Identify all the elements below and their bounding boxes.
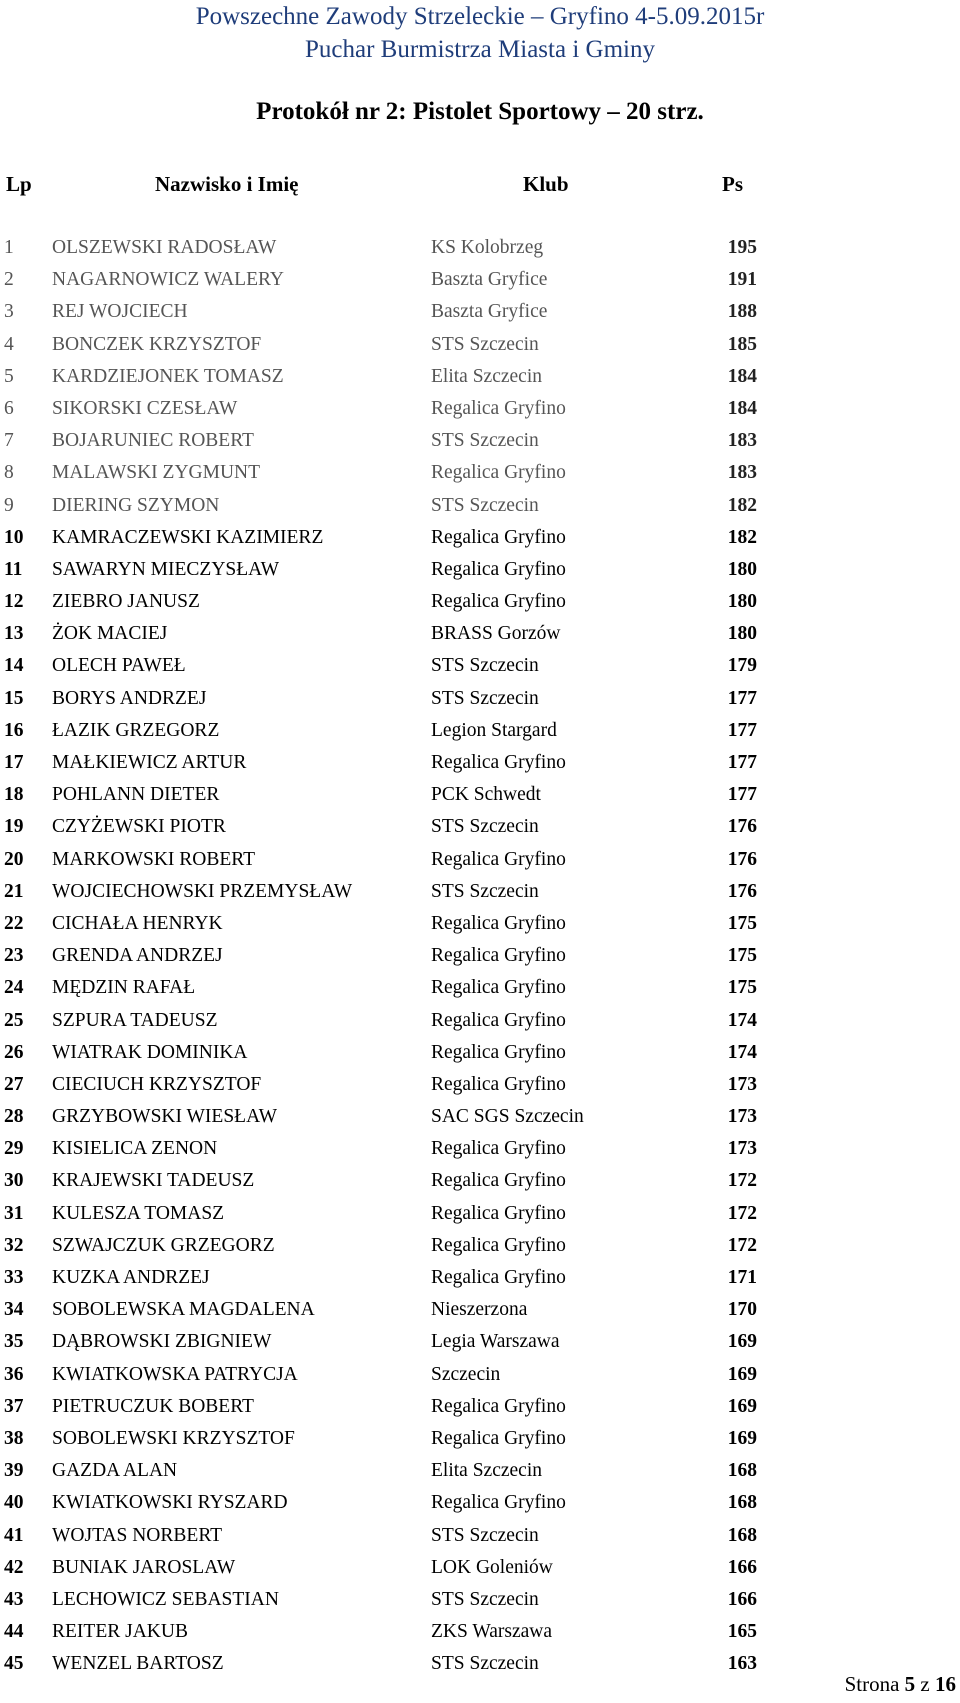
- table-row: [0, 1198, 960, 1230]
- row-club: Regalica Gryfino: [431, 1009, 566, 1031]
- row-name: BUNIAK JAROSLAW: [52, 1556, 236, 1578]
- row-score: 177: [727, 784, 757, 806]
- row-score: 169: [727, 1331, 757, 1353]
- row-lp: 32: [4, 1234, 24, 1256]
- row-name: BONCZEK KRZYSZTOF: [52, 333, 262, 355]
- table-row: [0, 361, 960, 393]
- row-score: 179: [727, 655, 757, 677]
- row-score: 169: [727, 1395, 757, 1417]
- table-row: [0, 1455, 960, 1487]
- column-header-lp: Lp: [6, 172, 32, 196]
- table-row: [0, 1423, 960, 1455]
- row-score: 165: [727, 1621, 757, 1643]
- row-name: ZIEBRO JANUSZ: [52, 591, 200, 613]
- table-row: [0, 972, 960, 1004]
- row-score: 191: [727, 269, 757, 291]
- row-club: Regalica Gryfino: [431, 848, 566, 870]
- row-score: 169: [727, 1363, 757, 1385]
- table-row: [0, 232, 960, 264]
- row-club: Regalica Gryfino: [431, 558, 566, 580]
- table-row: [0, 1037, 960, 1069]
- table-row: [0, 1391, 960, 1423]
- row-name: CIECIUCH KRZYSZTOF: [52, 1073, 262, 1095]
- row-score: 176: [727, 848, 757, 870]
- footer-page-number: 5: [904, 1672, 916, 1696]
- row-lp: 27: [4, 1073, 24, 1095]
- row-name: DIERING SZYMON: [52, 494, 220, 516]
- table-row: [0, 908, 960, 940]
- row-score: 188: [727, 301, 757, 323]
- row-lp: 41: [4, 1524, 24, 1546]
- table-row: [0, 1294, 960, 1326]
- row-lp: 6: [4, 397, 14, 419]
- row-club: STS Szczecin: [431, 1653, 539, 1675]
- row-name: KULESZA TOMASZ: [52, 1202, 225, 1224]
- row-club: Regalica Gryfino: [431, 526, 566, 548]
- row-name: ŻOK MACIEJ: [52, 623, 168, 645]
- table-row: [0, 1520, 960, 1552]
- row-score: 180: [727, 591, 757, 613]
- row-score: 166: [727, 1556, 757, 1578]
- results-table: [0, 232, 960, 1680]
- row-lp: 23: [4, 945, 24, 967]
- table-row: [0, 296, 960, 328]
- row-lp: 16: [4, 719, 24, 741]
- row-score: 168: [727, 1492, 757, 1514]
- row-lp: 12: [4, 591, 24, 613]
- table-row: [0, 425, 960, 457]
- row-club: KS Kolobrzeg: [431, 237, 544, 258]
- row-club: BRASS Gorzów: [431, 623, 561, 645]
- row-club: Regalica Gryfino: [431, 1073, 566, 1095]
- table-row: [0, 264, 960, 296]
- footer-total-pages: 16: [935, 1672, 956, 1696]
- row-lp: 39: [4, 1460, 24, 1482]
- table-row: [0, 586, 960, 618]
- row-club: STS Szczecin: [431, 655, 539, 677]
- table-row: [0, 1584, 960, 1616]
- protocol-heading: Protokół nr 2: Pistolet Sportowy – 20 strz.: [256, 98, 704, 125]
- row-score: 172: [727, 1170, 757, 1192]
- table-row: [0, 1005, 960, 1037]
- row-lp: 38: [4, 1427, 24, 1449]
- row-name: MĘDZIN RAFAŁ: [52, 977, 196, 999]
- row-lp: 13: [4, 623, 24, 645]
- row-name: KISIELICA ZENON: [52, 1138, 218, 1160]
- row-club: STS Szczecin: [431, 687, 539, 709]
- table-row: [0, 811, 960, 843]
- row-club: Regalica Gryfino: [431, 1202, 566, 1224]
- row-score: 173: [727, 1106, 757, 1128]
- row-name: NAGARNOWICZ WALERY: [52, 269, 285, 291]
- row-score: 184: [727, 397, 757, 419]
- row-name: WOJTAS NORBERT: [52, 1524, 223, 1546]
- row-score: 171: [727, 1267, 757, 1288]
- document-subtitle: Puchar Burmistrza Miasta i Gminy: [305, 36, 655, 63]
- row-name: GAZDA ALAN: [52, 1460, 178, 1482]
- row-name: SOBOLEWSKA MAGDALENA: [52, 1299, 315, 1321]
- row-lp: 45: [4, 1653, 24, 1675]
- table-row: [0, 1552, 960, 1584]
- row-name: REJ WOJCIECH: [52, 301, 188, 323]
- row-name: ŁAZIK GRZEGORZ: [52, 719, 220, 741]
- row-name: KWIATKOWSKA PATRYCJA: [52, 1363, 298, 1385]
- row-name: WENZEL BARTOSZ: [52, 1653, 224, 1675]
- row-name: KRAJEWSKI TADEUSZ: [52, 1170, 255, 1192]
- row-lp: 36: [4, 1363, 24, 1385]
- row-score: 175: [727, 912, 757, 934]
- table-row: [0, 1069, 960, 1101]
- row-name: POHLANN DIETER: [52, 784, 220, 806]
- row-club: Regalica Gryfino: [431, 1170, 566, 1192]
- row-score: 173: [727, 1138, 757, 1160]
- row-club: STS Szczecin: [431, 430, 539, 452]
- row-club: Baszta Gryfice: [431, 269, 548, 291]
- table-row: [0, 940, 960, 972]
- table-row: [0, 1616, 960, 1648]
- row-name: KUZKA ANDRZEJ: [52, 1267, 210, 1288]
- row-club: Regalica Gryfino: [431, 462, 566, 484]
- table-row: [0, 1487, 960, 1519]
- row-lp: 19: [4, 816, 24, 838]
- row-name: SOBOLEWSKI KRZYSZTOF: [52, 1427, 295, 1449]
- table-row: [0, 844, 960, 876]
- row-name: REITER JAKUB: [52, 1621, 188, 1643]
- row-club: STS Szczecin: [431, 494, 539, 516]
- page-footer: [845, 1672, 956, 1697]
- row-lp: 40: [4, 1492, 24, 1514]
- row-club: Regalica Gryfino: [431, 1395, 566, 1417]
- row-lp: 20: [4, 848, 24, 870]
- row-score: 172: [727, 1234, 757, 1256]
- row-score: 184: [727, 365, 757, 387]
- row-score: 169: [727, 1427, 757, 1449]
- row-name: DĄBROWSKI ZBIGNIEW: [52, 1331, 272, 1353]
- row-club: ZKS Warszawa: [431, 1621, 552, 1643]
- footer-of: z: [920, 1672, 930, 1696]
- row-club: Regalica Gryfino: [431, 945, 566, 967]
- row-score: 177: [727, 719, 757, 741]
- row-club: Regalica Gryfino: [431, 1492, 566, 1514]
- row-lp: 43: [4, 1588, 24, 1610]
- row-score: 175: [727, 977, 757, 999]
- row-lp: 29: [4, 1138, 24, 1160]
- row-lp: 5: [4, 365, 14, 387]
- table-row: [0, 1101, 960, 1133]
- row-club: Regalica Gryfino: [431, 977, 566, 999]
- row-lp: 14: [4, 655, 24, 677]
- row-name: SIKORSKI CZESŁAW: [52, 397, 238, 419]
- row-club: STS Szczecin: [431, 816, 539, 838]
- table-row: [0, 683, 960, 715]
- row-score: 183: [727, 430, 757, 452]
- row-name: KARDZIEJONEK TOMASZ: [52, 365, 284, 387]
- row-club: SAC SGS Szczecin: [431, 1106, 584, 1128]
- row-name: KWIATKOWSKI RYSZARD: [52, 1492, 288, 1514]
- row-lp: 10: [4, 526, 24, 548]
- row-lp: 25: [4, 1009, 24, 1031]
- row-lp: 28: [4, 1106, 24, 1128]
- row-score: 168: [727, 1524, 757, 1546]
- row-score: 168: [727, 1460, 757, 1482]
- table-row: [0, 1262, 960, 1294]
- row-lp: 18: [4, 784, 24, 806]
- row-name: LECHOWICZ SEBASTIAN: [52, 1588, 279, 1610]
- row-name: KAMRACZEWSKI KAZIMIERZ: [52, 526, 324, 548]
- row-score: 173: [727, 1073, 757, 1095]
- row-lp: 22: [4, 912, 24, 934]
- table-row: [0, 650, 960, 682]
- table-row: [0, 554, 960, 586]
- row-name: PIETRUCZUK BOBERT: [52, 1395, 254, 1417]
- row-lp: 21: [4, 880, 24, 902]
- row-score: 180: [727, 558, 757, 580]
- table-row: [0, 457, 960, 489]
- row-name: WIATRAK DOMINIKA: [52, 1041, 248, 1063]
- row-name: BOJARUNIEC ROBERT: [52, 430, 254, 452]
- row-lp: 35: [4, 1331, 24, 1353]
- row-score: 172: [727, 1202, 757, 1224]
- row-lp: 9: [4, 494, 14, 516]
- row-club: Baszta Gryfice: [431, 301, 548, 323]
- row-lp: 15: [4, 687, 24, 709]
- row-club: Regalica Gryfino: [431, 1267, 566, 1288]
- table-row: [0, 618, 960, 650]
- table-row: [0, 876, 960, 908]
- row-score: 195: [727, 237, 757, 258]
- row-lp: 26: [4, 1041, 24, 1063]
- row-score: 174: [727, 1041, 757, 1063]
- row-club: STS Szczecin: [431, 1524, 539, 1546]
- row-lp: 30: [4, 1170, 24, 1192]
- row-score: 176: [727, 880, 757, 902]
- row-name: GRENDA ANDRZEJ: [52, 945, 223, 967]
- table-row: [0, 1133, 960, 1165]
- table-row: [0, 1326, 960, 1358]
- row-lp: 31: [4, 1202, 24, 1224]
- row-score: 170: [727, 1299, 757, 1321]
- row-lp: 4: [4, 333, 14, 355]
- row-name: GRZYBOWSKI WIESŁAW: [52, 1106, 278, 1128]
- document-title: Powszechne Zawody Strzeleckie – Gryfino 4-5.09.2015r: [195, 3, 765, 30]
- row-club: Regalica Gryfino: [431, 912, 566, 934]
- row-club: Legia Warszawa: [431, 1331, 560, 1353]
- table-row: [0, 715, 960, 747]
- table-row: [0, 522, 960, 554]
- row-score: 185: [727, 333, 757, 355]
- row-club: Regalica Gryfino: [431, 591, 566, 613]
- row-lp: 1: [4, 237, 14, 258]
- row-lp: 7: [4, 430, 14, 452]
- row-lp: 8: [4, 462, 14, 484]
- row-lp: 33: [4, 1267, 24, 1288]
- footer-label: Strona: [844, 1672, 900, 1696]
- row-name: CZYŻEWSKI PIOTR: [52, 816, 226, 838]
- row-club: Regalica Gryfino: [431, 1138, 566, 1160]
- row-name: SAWARYN MIECZYSŁAW: [52, 558, 280, 580]
- row-club: Elita Szczecin: [431, 1460, 542, 1482]
- table-row: [0, 490, 960, 522]
- column-header-score: Ps: [722, 172, 743, 196]
- row-lp: 2: [4, 269, 14, 291]
- table-row: [0, 747, 960, 779]
- row-club: PCK Schwedt: [431, 784, 541, 806]
- row-club: STS Szczecin: [431, 880, 539, 902]
- row-score: 180: [727, 623, 757, 645]
- row-lp: 37: [4, 1395, 24, 1417]
- row-club: LOK Goleniów: [431, 1556, 553, 1578]
- row-lp: 34: [4, 1299, 24, 1321]
- table-row: [0, 1165, 960, 1197]
- row-club: Regalica Gryfino: [431, 397, 566, 419]
- row-name: SZWAJCZUK GRZEGORZ: [52, 1234, 275, 1256]
- row-name: CICHAŁA HENRYK: [52, 912, 223, 934]
- table-row: [0, 329, 960, 361]
- row-club: STS Szczecin: [431, 333, 539, 355]
- row-name: MARKOWSKI ROBERT: [52, 848, 256, 870]
- table-row: [0, 1359, 960, 1391]
- table-row: [0, 1648, 960, 1680]
- table-row: [0, 1230, 960, 1262]
- row-club: Regalica Gryfino: [431, 1041, 566, 1063]
- row-lp: 17: [4, 752, 24, 773]
- row-score: 183: [727, 462, 757, 484]
- row-score: 166: [727, 1588, 757, 1610]
- row-club: Elita Szczecin: [431, 365, 542, 387]
- row-score: 175: [727, 945, 757, 967]
- row-club: Regalica Gryfino: [431, 1427, 566, 1449]
- row-score: 174: [727, 1009, 757, 1031]
- row-name: BORYS ANDRZEJ: [52, 687, 207, 709]
- row-name: OLECH PAWEŁ: [52, 655, 186, 677]
- row-score: 182: [727, 494, 757, 516]
- row-club: STS Szczecin: [431, 1588, 539, 1610]
- column-header-club: Klub: [523, 172, 569, 196]
- row-club: Regalica Gryfino: [431, 1234, 566, 1256]
- row-score: 163: [727, 1653, 757, 1675]
- row-name: MAŁKIEWICZ ARTUR: [52, 752, 247, 773]
- row-name: OLSZEWSKI RADOSŁAW: [52, 237, 277, 258]
- row-name: SZPURA TADEUSZ: [52, 1009, 218, 1031]
- row-lp: 24: [4, 977, 24, 999]
- row-club: Nieszerzona: [431, 1299, 528, 1321]
- row-name: WOJCIECHOWSKI PRZEMYSŁAW: [52, 880, 353, 902]
- row-score: 177: [727, 752, 757, 773]
- row-club: Szczecin: [431, 1363, 501, 1385]
- row-score: 176: [727, 816, 757, 838]
- row-lp: 11: [4, 558, 23, 580]
- row-score: 177: [727, 687, 757, 709]
- row-name: MALAWSKI ZYGMUNT: [52, 462, 261, 484]
- table-row: [0, 779, 960, 811]
- row-lp: 3: [4, 301, 14, 323]
- column-header-name: Nazwisko i Imię: [155, 172, 299, 196]
- row-club: Regalica Gryfino: [431, 752, 566, 773]
- row-lp: 44: [4, 1621, 24, 1643]
- row-score: 182: [727, 526, 757, 548]
- table-row: [0, 393, 960, 425]
- row-lp: 42: [4, 1556, 24, 1578]
- row-club: Legion Stargard: [431, 719, 557, 741]
